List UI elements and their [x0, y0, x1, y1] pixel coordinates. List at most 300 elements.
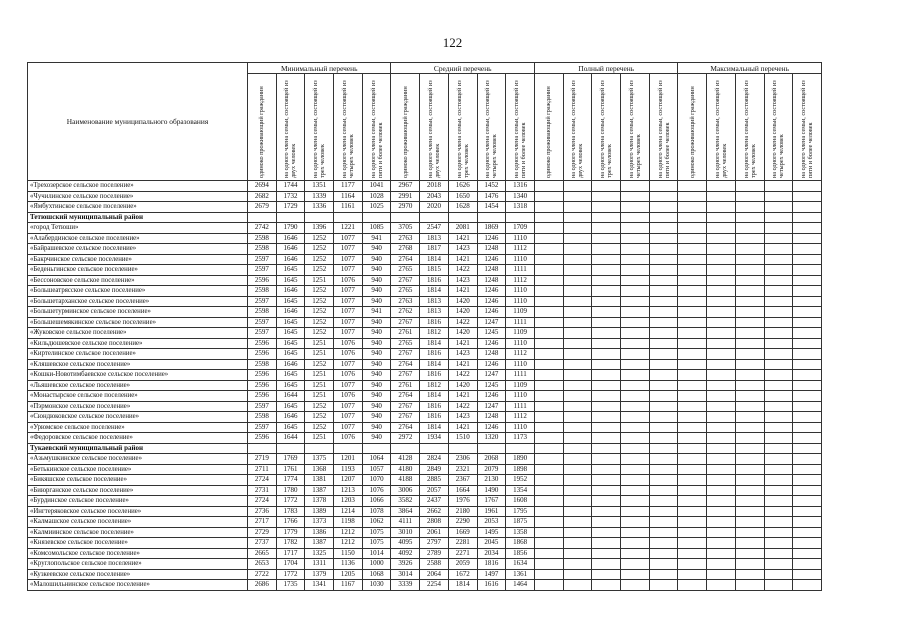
value-cell [477, 443, 506, 454]
value-cell [592, 181, 621, 192]
table-row [28, 233, 822, 244]
value-cell: 1248 [477, 412, 506, 423]
value-cell: 940 [362, 286, 391, 297]
table-row [28, 328, 822, 339]
table-row [28, 569, 822, 580]
table-row [28, 181, 822, 192]
value-cell: 1252 [305, 265, 334, 276]
subcolumn-label: на одного члена семьи, состоящей из трех человек [599, 80, 614, 178]
value-cell [649, 244, 678, 255]
municipality-name: «Кошки-Новотимбаевское сельское поселение» [28, 370, 248, 381]
value-cell: 1112 [506, 275, 535, 286]
district-row [28, 212, 822, 223]
value-cell [621, 265, 650, 276]
value-cell: 1421 [448, 286, 477, 297]
value-cell [735, 485, 764, 496]
value-cell [534, 401, 563, 412]
value-cell: 2367 [448, 475, 477, 486]
value-cell [707, 517, 736, 528]
municipality-name: «Трехозерское сельское поселение» [28, 181, 248, 192]
value-cell [621, 433, 650, 444]
value-cell: 1077 [334, 265, 363, 276]
subcolumn-header [362, 74, 391, 181]
value-cell: 1766 [276, 517, 305, 528]
value-cell: 2321 [448, 464, 477, 475]
value-cell [735, 233, 764, 244]
value-cell [621, 212, 650, 223]
value-cell [649, 223, 678, 234]
value-cell [707, 286, 736, 297]
district-name: Тукаевский муниципальный район [28, 443, 248, 454]
value-cell [764, 517, 793, 528]
value-cell: 1422 [448, 265, 477, 276]
value-cell: 1246 [477, 296, 506, 307]
value-cell [649, 496, 678, 507]
value-cell [735, 338, 764, 349]
value-cell: 1110 [506, 338, 535, 349]
value-cell [592, 265, 621, 276]
value-cell: 1616 [477, 580, 506, 591]
value-cell: 1634 [506, 559, 535, 570]
value-cell: 2731 [248, 485, 277, 496]
value-cell: 2765 [391, 338, 420, 349]
value-cell: 1464 [506, 580, 535, 591]
value-cell [707, 359, 736, 370]
value-cell: 1476 [477, 191, 506, 202]
value-cell: 1076 [334, 433, 363, 444]
value-cell [735, 244, 764, 255]
value-cell [621, 412, 650, 423]
municipality-name: «Князевское сельское поселение» [28, 538, 248, 549]
value-cell [707, 338, 736, 349]
value-cell: 1452 [477, 181, 506, 192]
value-cell [678, 412, 707, 423]
value-cell [678, 485, 707, 496]
value-cell: 1420 [448, 307, 477, 318]
value-cell [621, 317, 650, 328]
subcolumn-label: на одного члена семьи, состоящей из четырех человек [627, 80, 642, 178]
value-cell [534, 548, 563, 559]
value-cell: 941 [362, 307, 391, 318]
value-cell [764, 485, 793, 496]
value-cell: 1177 [334, 181, 363, 192]
value-cell: 1246 [477, 338, 506, 349]
value-cell [592, 517, 621, 528]
subcolumn-header [477, 74, 506, 181]
value-cell: 1110 [506, 359, 535, 370]
value-cell [592, 296, 621, 307]
value-cell: 1423 [448, 412, 477, 423]
value-cell [707, 233, 736, 244]
value-cell [678, 527, 707, 538]
value-cell: 1420 [448, 328, 477, 339]
value-cell [592, 485, 621, 496]
value-cell [735, 475, 764, 486]
value-cell: 2059 [448, 559, 477, 570]
value-cell [534, 191, 563, 202]
value-cell: 1769 [276, 454, 305, 465]
value-cell [563, 433, 592, 444]
value-cell: 1245 [477, 380, 506, 391]
value-cell: 1961 [477, 506, 506, 517]
value-cell [707, 496, 736, 507]
municipality-name: «Льяшевское сельское поселение» [28, 380, 248, 391]
value-cell [735, 433, 764, 444]
value-cell: 2763 [391, 233, 420, 244]
value-cell [534, 496, 563, 507]
value-cell: 2596 [248, 391, 277, 402]
value-cell: 1779 [276, 527, 305, 538]
value-cell: 1790 [276, 223, 305, 234]
value-cell: 1075 [362, 538, 391, 549]
value-cell [707, 391, 736, 402]
value-cell: 1111 [506, 265, 535, 276]
value-cell: 1336 [305, 202, 334, 213]
value-cell: 1252 [305, 317, 334, 328]
value-cell [534, 317, 563, 328]
municipality-name: «Бетькинское сельское поселение» [28, 464, 248, 475]
value-cell [793, 223, 822, 234]
value-cell: 2797 [420, 538, 449, 549]
value-cell [534, 506, 563, 517]
value-cell: 1214 [334, 506, 363, 517]
value-cell: 1212 [334, 527, 363, 538]
value-cell: 940 [362, 254, 391, 265]
value-cell [621, 191, 650, 202]
value-cell: 1780 [276, 485, 305, 496]
value-cell [592, 496, 621, 507]
value-cell [764, 191, 793, 202]
value-cell: 1378 [305, 496, 334, 507]
value-cell: 4188 [391, 475, 420, 486]
value-cell [649, 454, 678, 465]
value-cell [563, 422, 592, 433]
value-cell [621, 538, 650, 549]
value-cell: 1421 [448, 254, 477, 265]
subcolumn-label: на одного члена семьи, состоящей из двух человек [570, 80, 585, 178]
value-cell [534, 370, 563, 381]
table-row [28, 506, 822, 517]
value-cell: 1252 [305, 244, 334, 255]
municipality-name: «Ямбухтинское сельское поселение» [28, 202, 248, 213]
municipality-name: «Большетарханское сельское поселение» [28, 296, 248, 307]
value-cell [563, 349, 592, 360]
value-cell [592, 212, 621, 223]
value-cell: 1109 [506, 328, 535, 339]
value-cell: 2281 [448, 538, 477, 549]
value-cell: 1316 [506, 181, 535, 192]
value-cell: 2061 [420, 527, 449, 538]
value-cell: 1252 [305, 412, 334, 423]
value-cell [793, 559, 822, 570]
value-cell: 1078 [362, 506, 391, 517]
value-cell [707, 307, 736, 318]
value-cell [621, 338, 650, 349]
value-cell [448, 443, 477, 454]
value-cell [563, 244, 592, 255]
table-row [28, 433, 822, 444]
value-cell: 2588 [420, 559, 449, 570]
value-cell: 1075 [362, 527, 391, 538]
value-cell [707, 422, 736, 433]
value-cell [678, 517, 707, 528]
value-cell: 1251 [305, 349, 334, 360]
table-row [28, 496, 822, 507]
value-cell [793, 202, 822, 213]
value-cell: 1062 [362, 517, 391, 528]
table-row [28, 202, 822, 213]
value-cell: 1252 [305, 359, 334, 370]
table-row [28, 391, 822, 402]
value-cell [534, 538, 563, 549]
value-cell: 1110 [506, 391, 535, 402]
value-cell [649, 443, 678, 454]
value-cell: 1672 [448, 569, 477, 580]
value-cell [592, 422, 621, 433]
value-cell [534, 307, 563, 318]
value-cell: 1812 [420, 328, 449, 339]
value-cell: 1735 [276, 580, 305, 591]
value-cell: 2724 [248, 496, 277, 507]
value-cell: 1221 [334, 223, 363, 234]
value-cell: 1816 [420, 317, 449, 328]
value-cell: 2789 [420, 548, 449, 559]
value-cell: 1068 [362, 569, 391, 580]
value-cell [534, 475, 563, 486]
value-cell: 1193 [334, 464, 363, 475]
value-cell [563, 328, 592, 339]
table-row [28, 275, 822, 286]
value-cell [649, 475, 678, 486]
municipality-name: «Кузкеевское сельское поселение» [28, 569, 248, 580]
subcolumn-label: на одного члена семьи, состоящей из трех человек [312, 80, 327, 178]
value-cell: 2020 [420, 202, 449, 213]
value-cell [534, 244, 563, 255]
value-cell [678, 422, 707, 433]
value-cell: 1646 [276, 254, 305, 265]
value-cell: 1669 [448, 527, 477, 538]
value-cell [362, 443, 391, 454]
value-cell: 1077 [334, 328, 363, 339]
district-name: Тетюшский муниципальный район [28, 212, 248, 223]
value-cell: 1664 [448, 485, 477, 496]
value-cell: 2765 [391, 286, 420, 297]
value-cell: 1076 [334, 391, 363, 402]
value-cell [793, 265, 822, 276]
value-cell: 1368 [305, 464, 334, 475]
value-cell [305, 212, 334, 223]
value-cell: 1646 [276, 244, 305, 255]
value-cell: 3864 [391, 506, 420, 517]
value-cell: 1351 [305, 181, 334, 192]
value-cell [793, 296, 822, 307]
municipality-name: «город Тетюши» [28, 223, 248, 234]
value-cell: 1626 [448, 181, 477, 192]
subcolumn-header [506, 74, 535, 181]
value-cell [793, 548, 822, 559]
value-cell [793, 496, 822, 507]
value-cell: 2729 [248, 527, 277, 538]
value-cell [592, 286, 621, 297]
value-cell: 1869 [477, 223, 506, 234]
value-cell [678, 212, 707, 223]
value-cell: 1161 [334, 202, 363, 213]
value-cell: 1077 [334, 286, 363, 297]
value-cell: 1077 [334, 359, 363, 370]
value-cell [563, 454, 592, 465]
value-cell [649, 569, 678, 580]
municipality-name: «Малошильнинское сельское поселение» [28, 580, 248, 591]
value-cell: 1815 [420, 265, 449, 276]
value-cell [764, 538, 793, 549]
table-row [28, 412, 822, 423]
value-cell: 1421 [448, 391, 477, 402]
value-cell [793, 286, 822, 297]
municipality-name: «Алабердинское сельское поселение» [28, 233, 248, 244]
subcolumn-label: на одного члена семьи, состоящей из пяти и более человек [656, 80, 671, 178]
value-cell: 1813 [420, 233, 449, 244]
value-cell [793, 464, 822, 475]
value-cell [592, 538, 621, 549]
value-cell: 1772 [276, 496, 305, 507]
value-cell: 1890 [506, 454, 535, 465]
value-cell: 1814 [420, 422, 449, 433]
value-cell [678, 191, 707, 202]
value-cell: 1421 [448, 233, 477, 244]
value-cell: 1389 [305, 506, 334, 517]
value-cell [592, 433, 621, 444]
municipality-name: «Бурдинское сельское поселение» [28, 496, 248, 507]
subcolumn-header [707, 74, 736, 181]
value-cell [534, 359, 563, 370]
municipality-name: «Большетурминское сельское поселение» [28, 307, 248, 318]
municipality-name: «Байрашевское сельское поселение» [28, 244, 248, 255]
value-cell [678, 454, 707, 465]
value-cell: 2068 [477, 454, 506, 465]
value-cell [649, 317, 678, 328]
value-cell: 3926 [391, 559, 420, 570]
value-cell: 1066 [362, 496, 391, 507]
value-cell [621, 349, 650, 360]
value-cell: 1248 [477, 244, 506, 255]
value-cell: 940 [362, 422, 391, 433]
value-cell [707, 538, 736, 549]
value-cell [649, 275, 678, 286]
value-cell: 1814 [420, 254, 449, 265]
value-cell [563, 233, 592, 244]
value-cell: 940 [362, 328, 391, 339]
value-cell: 1816 [420, 412, 449, 423]
table-row [28, 454, 822, 465]
subcolumn-header [248, 74, 277, 181]
value-cell: 2808 [420, 517, 449, 528]
value-cell: 1341 [305, 580, 334, 591]
value-cell [563, 496, 592, 507]
value-cell [649, 265, 678, 276]
value-cell [592, 328, 621, 339]
value-cell [707, 380, 736, 391]
value-cell [534, 464, 563, 475]
value-cell: 2596 [248, 433, 277, 444]
value-cell [649, 548, 678, 559]
municipality-name: «Комсомольское сельское поселение» [28, 548, 248, 559]
value-cell [649, 485, 678, 496]
value-cell [362, 212, 391, 223]
value-cell [764, 359, 793, 370]
value-cell: 1136 [334, 559, 363, 570]
value-cell [793, 328, 822, 339]
value-cell [764, 370, 793, 381]
value-cell: 2682 [248, 191, 277, 202]
value-cell [793, 338, 822, 349]
value-cell: 2686 [248, 580, 277, 591]
subcolumn-header [592, 74, 621, 181]
value-cell [793, 254, 822, 265]
value-cell [764, 317, 793, 328]
value-cell: 1248 [477, 349, 506, 360]
value-cell: 1252 [305, 296, 334, 307]
value-cell [707, 443, 736, 454]
value-cell [563, 391, 592, 402]
value-cell: 2597 [248, 296, 277, 307]
value-cell: 1644 [276, 391, 305, 402]
value-cell [735, 296, 764, 307]
municipality-name: «Бакрчинское сельское поселение» [28, 254, 248, 265]
value-cell: 2597 [248, 422, 277, 433]
value-cell [735, 359, 764, 370]
value-cell [563, 223, 592, 234]
value-cell: 1646 [276, 307, 305, 318]
value-cell: 1251 [305, 391, 334, 402]
value-cell [534, 233, 563, 244]
value-cell: 1251 [305, 433, 334, 444]
value-cell [707, 475, 736, 486]
table-row [28, 338, 822, 349]
value-cell [649, 233, 678, 244]
value-cell: 1628 [448, 202, 477, 213]
value-cell [793, 275, 822, 286]
value-cell: 2598 [248, 244, 277, 255]
value-cell: 940 [362, 296, 391, 307]
value-cell [678, 548, 707, 559]
municipality-name: «Федоровское сельское поселение» [28, 433, 248, 444]
value-cell: 1057 [362, 464, 391, 475]
value-cell: 940 [362, 244, 391, 255]
value-cell [649, 202, 678, 213]
value-cell [448, 212, 477, 223]
value-cell [707, 548, 736, 559]
value-cell [649, 391, 678, 402]
value-cell [649, 328, 678, 339]
value-cell [764, 496, 793, 507]
value-cell [707, 412, 736, 423]
table-row [28, 223, 822, 234]
value-cell [563, 412, 592, 423]
value-cell [534, 527, 563, 538]
table-body [28, 181, 822, 591]
value-cell [735, 517, 764, 528]
value-cell [735, 212, 764, 223]
value-cell: 4095 [391, 538, 420, 549]
value-cell [534, 181, 563, 192]
value-cell [764, 307, 793, 318]
value-cell [793, 422, 822, 433]
value-cell [707, 275, 736, 286]
value-cell [678, 265, 707, 276]
value-cell [534, 338, 563, 349]
value-cell [592, 569, 621, 580]
value-cell [649, 422, 678, 433]
